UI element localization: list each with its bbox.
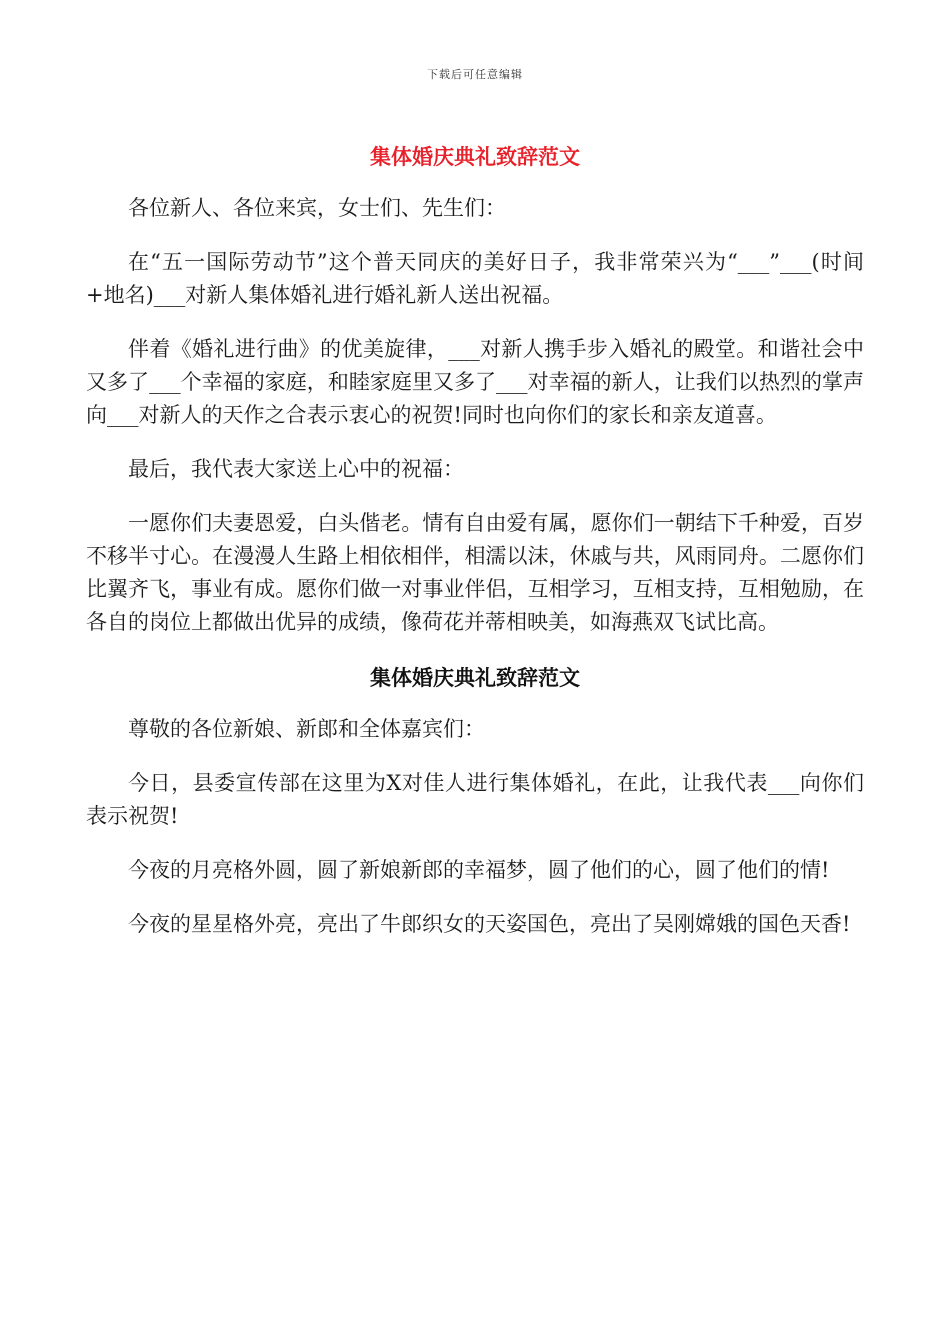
- body-paragraph: 今夜的星星格外亮，亮出了牛郎织女的天姿国色，亮出了吴刚嫦娥的国色天香!: [128, 912, 851, 936]
- document-body: [86, 142, 864, 941]
- body-paragraph: 伴着《婚礼进行曲》的优美旋律，___对新人携手步入婚礼的殿堂。和谐社会中又多了___个幸福的家庭，和睦家庭里又多了___对幸福的新人，让我们以热烈的掌声向___对新人的天作之合表示衷心的祝贺!同时也向你们的家长和亲友道喜。: [86, 337, 864, 427]
- header-note: 下载后可任意编辑: [427, 68, 523, 81]
- body-paragraph: 今日，县委宣传部在这里为X对佳人进行集体婚礼，在此，让我代表___向你们表示祝贺!: [86, 771, 864, 828]
- section2-title: 集体婚庆典礼致辞范文: [370, 665, 580, 690]
- body-paragraph: 今夜的月亮格外圆，圆了新娘新郎的幸福梦，圆了他们的心，圆了他们的情!: [128, 858, 830, 882]
- body-paragraph: 一愿你们夫妻恩爱，白头偕老。情有自由爱有属，愿你们一朝结下千种爱，百岁不移半寸心。在漫漫人生路上相依相伴，相濡以沫，休戚与共，风雨同舟。二愿你们比翼齐飞，事业有成。愿你们做一对事业伴侣，互相学习，互相支持，互相勉励，在各自的岗位上都做出优异的成绩，像荷花并蒂相映美，如海燕双飞试比高。: [86, 511, 864, 634]
- salutation-paragraph: 尊敬的各位新娘、新郎和全体嘉宾们：: [128, 717, 485, 741]
- salutation-paragraph: 各位新人、各位来宾，女士们、先生们：: [128, 196, 506, 220]
- section1-title: 集体婚庆典礼致辞范文: [370, 144, 580, 169]
- body-paragraph: 在“五一国际劳动节”这个普天同庆的美好日子，我非常荣兴为“___”___(时间+地名)___对新人集体婚礼进行婚礼新人送出祝福。: [86, 250, 864, 307]
- body-paragraph: 最后，我代表大家送上心中的祝福：: [128, 457, 464, 481]
